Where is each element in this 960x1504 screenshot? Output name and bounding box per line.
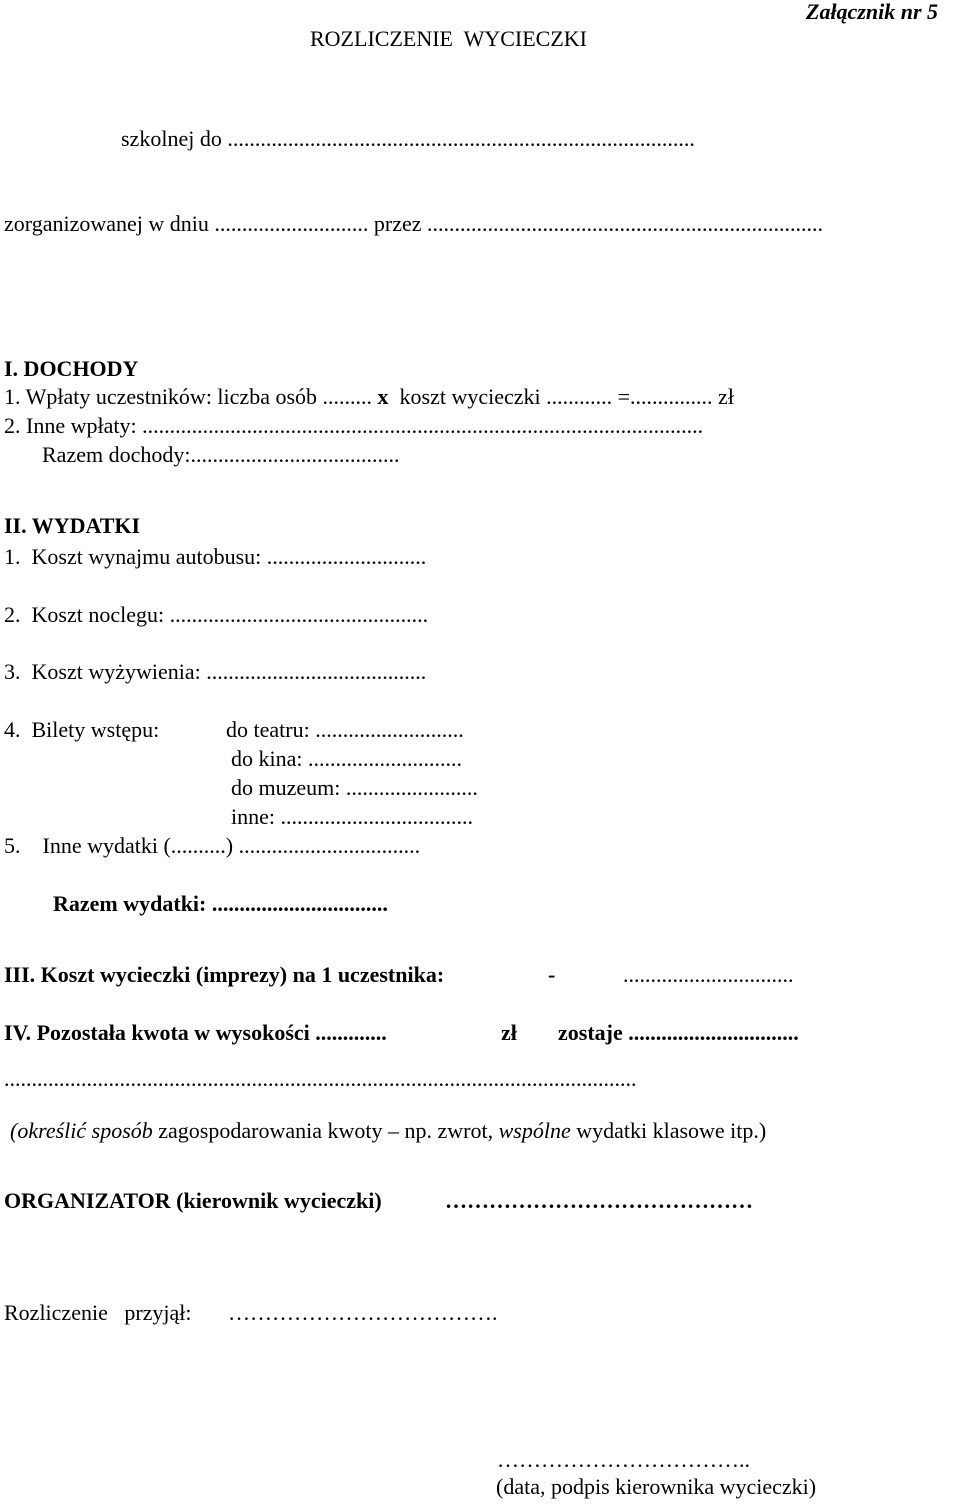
usage-note: (określić sposób zagospodarowania kwoty – np. zwrot, wspólne wydatki klasowe itp.) bbox=[10, 1118, 767, 1143]
accepted-signature-line[interactable]: ………………………………. bbox=[228, 1300, 498, 1325]
date-signature-caption: (data, podpis kierownika wycieczki) bbox=[496, 1474, 817, 1499]
income-line-1[interactable] bbox=[4, 386, 734, 408]
organizer-signature-line[interactable]: …………………………………… bbox=[445, 1188, 753, 1213]
income-trip-cost: koszt wycieczki ............ =............... zł bbox=[399, 384, 734, 409]
expense-tickets-label: 4. Bilety wstępu: bbox=[4, 717, 160, 742]
accepted-label: Rozliczenie przyjął: bbox=[4, 1300, 192, 1325]
income-total[interactable]: Razem dochody:...................................... bbox=[42, 442, 400, 467]
expense-lodging[interactable]: 2. Koszt noclegu: ............................................... bbox=[4, 602, 429, 627]
remaining-amount[interactable]: IV. Pozostała kwota w wysokości ............. bbox=[4, 1020, 387, 1045]
page-title: ROZLICZENIE WYCIECZKI bbox=[310, 26, 587, 51]
expense-theatre[interactable]: do teatru: ........................... bbox=[226, 717, 464, 742]
remaining-dotted-line[interactable]: ................................................................................................................... bbox=[4, 1066, 637, 1091]
expense-museum[interactable]: do muzeum: ........................ bbox=[231, 775, 478, 800]
expense-cinema[interactable]: do kina: ............................ bbox=[231, 746, 462, 771]
per-person-cost-value[interactable]: ............................... bbox=[623, 962, 794, 987]
annex-label: Załącznik nr 5 bbox=[806, 0, 939, 24]
organizer-label: ORGANIZATOR (kierownik wycieczki) bbox=[4, 1188, 382, 1213]
expense-bus[interactable]: 1. Koszt wynajmu autobusu: ............................. bbox=[4, 544, 427, 569]
remaining-stays[interactable]: zostaje ............................... bbox=[558, 1020, 799, 1045]
organized-line[interactable]: zorganizowanej w dniu ............................ przez ........................................................................ bbox=[4, 211, 823, 236]
income-participants: 1. Wpłaty uczestników: liczba osób ......... bbox=[4, 384, 373, 409]
per-person-cost-label: III. Koszt wycieczki (imprezy) na 1 uczestnika: bbox=[4, 962, 445, 987]
expense-other[interactable]: 5. Inne wydatki (..........) ................................. bbox=[4, 833, 421, 858]
date-signature-line[interactable]: …………………………….. bbox=[497, 1447, 750, 1472]
multiply-sign: x bbox=[377, 384, 389, 409]
expenses-total[interactable]: Razem wydatki: ................................ bbox=[53, 891, 388, 916]
expenses-heading: II. WYDATKI bbox=[4, 513, 141, 538]
income-line-2[interactable]: 2. Inne wpłaty: ...................................................................................................... bbox=[4, 413, 704, 438]
expense-other-tickets[interactable]: inne: ................................... bbox=[231, 804, 473, 829]
remaining-unit: zł bbox=[501, 1020, 517, 1045]
income-heading: I. DOCHODY bbox=[4, 356, 139, 381]
per-person-dash: - bbox=[548, 962, 556, 987]
school-line[interactable]: szkolnej do ..................................................................................... bbox=[121, 126, 695, 151]
expense-food[interactable]: 3. Koszt wyżywienia: ........................................ bbox=[4, 659, 427, 684]
